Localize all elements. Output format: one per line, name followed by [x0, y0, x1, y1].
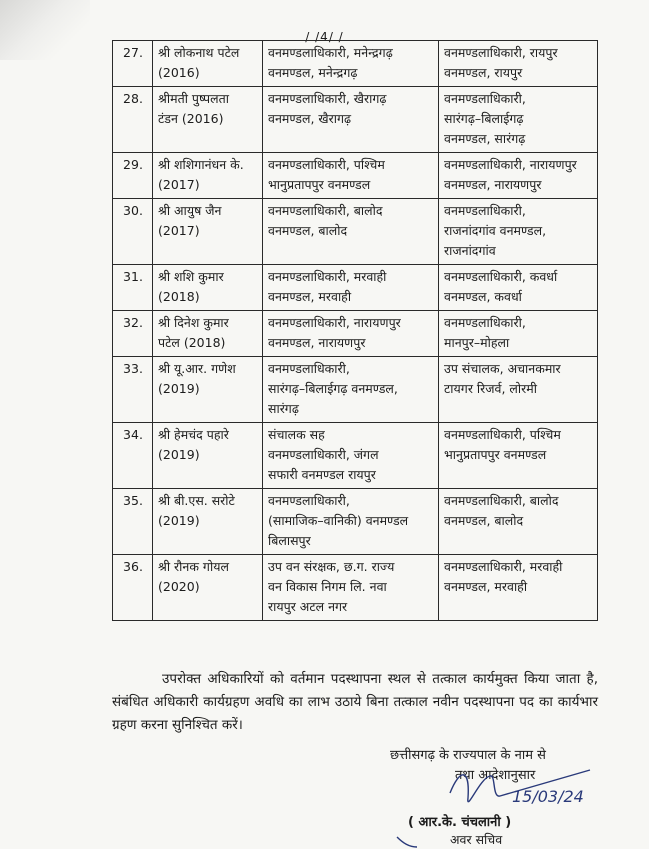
new-posting: वनमण्डलाधिकारी, मानपुर–मोहला	[444, 315, 526, 350]
current-posting: उप वन संरक्षक, छ.ग. राज्य वन विकास निगम लि. नवा रायपुर अटल नगर	[268, 559, 395, 614]
officer-name-cell	[153, 555, 263, 621]
officer-name: श्री लोकनाथ पटेल (2016)	[158, 45, 240, 80]
new-posting-cell	[439, 555, 598, 621]
new-posting: वनमण्डलाधिकारी, राजनांदगांव वनमण्डल, राजनांदगांव	[444, 203, 547, 258]
transfer-table-body	[113, 41, 598, 621]
row-number-cell	[113, 423, 153, 489]
current-posting: वनमण्डलाधिकारी, सारंगढ़–बिलाईगढ़ वनमण्डल, सारंगढ़	[268, 361, 398, 416]
table-row	[113, 41, 598, 87]
officer-name-cell	[153, 423, 263, 489]
officer-name: श्री रौनक गोयल (2020)	[158, 559, 229, 594]
new-posting-cell	[439, 423, 598, 489]
current-posting-cell	[263, 265, 439, 311]
row-number: 35.	[123, 493, 143, 508]
current-posting: वनमण्डलाधिकारी, (सामाजिक–वानिकी) वनमण्डल बिलासपुर	[268, 493, 409, 548]
table-row	[113, 555, 598, 621]
new-posting: वनमण्डलाधिकारी, नारायणपुर वनमण्डल, नारायणपुर	[444, 157, 577, 192]
row-number-cell	[113, 199, 153, 265]
new-posting-cell	[439, 311, 598, 357]
new-posting: वनमण्डलाधिकारी, बालोद वनमण्डल, बालोद	[444, 493, 559, 528]
current-posting: वनमण्डलाधिकारी, खैरागढ़ वनमण्डल, खैरागढ़	[268, 91, 387, 126]
officer-name-cell	[153, 311, 263, 357]
row-number: 30.	[123, 203, 143, 218]
new-posting-cell	[439, 489, 598, 555]
officer-name-cell	[153, 199, 263, 265]
new-posting-cell	[439, 87, 598, 153]
officer-name: श्री शशिगानंधन के. (2017)	[158, 157, 244, 192]
row-number-cell	[113, 555, 153, 621]
new-posting: वनमण्डलाधिकारी, पश्चिम भानुप्रतापपुर वनमण्डल	[444, 427, 561, 462]
new-posting: उप संचालक, अचानकमार टायगर रिजर्व, लोरमी	[444, 361, 561, 396]
new-posting-cell	[439, 357, 598, 423]
new-posting-cell	[439, 153, 598, 199]
signature-order-line: तथा आदेशानुसार	[455, 768, 536, 783]
row-number-cell	[113, 311, 153, 357]
officer-name: श्री बी.एस. सरोटे (2019)	[158, 493, 235, 528]
officer-name: श्रीमती पुष्पलता टंडन (2016)	[158, 91, 229, 126]
row-number: 28.	[123, 91, 143, 106]
current-posting-cell	[263, 199, 439, 265]
row-number: 31.	[123, 269, 143, 284]
row-number-cell	[113, 41, 153, 87]
current-posting-cell	[263, 555, 439, 621]
current-posting-cell	[263, 41, 439, 87]
officer-name: श्री यू.आर. गणेश (2019)	[158, 361, 236, 396]
officer-name: श्री दिनेश कुमार पटेल (2018)	[158, 315, 229, 350]
row-number: 32.	[123, 315, 143, 330]
table-row	[113, 423, 598, 489]
officer-name-cell	[153, 489, 263, 555]
current-posting-cell	[263, 423, 439, 489]
current-posting: संचालक सह वनमण्डलाधिकारी, जंगल सफारी वनमण्डल रायपुर	[268, 427, 379, 482]
current-posting-cell	[263, 357, 439, 423]
transfer-table	[112, 40, 598, 621]
new-posting-cell	[439, 199, 598, 265]
current-posting-cell	[263, 153, 439, 199]
current-posting-cell	[263, 87, 439, 153]
officer-name-cell	[153, 153, 263, 199]
current-posting: वनमण्डलाधिकारी, नारायणपुर वनमण्डल, नारायणपुर	[268, 315, 401, 350]
current-posting: वनमण्डलाधिकारी, मरवाही वनमण्डल, मरवाही	[268, 269, 387, 304]
officer-name-cell	[153, 87, 263, 153]
signatory-name: ( आर.के. चंचलानी )	[408, 815, 512, 830]
row-number-cell	[113, 489, 153, 555]
row-number: 27.	[123, 45, 143, 60]
signature-date: 15/03/24	[512, 787, 584, 806]
current-posting-cell	[263, 489, 439, 555]
current-posting-cell	[263, 311, 439, 357]
handwritten-signature	[440, 758, 600, 818]
table-row	[113, 199, 598, 265]
row-number-cell	[113, 153, 153, 199]
table-row	[113, 489, 598, 555]
new-posting: वनमण्डलाधिकारी, सारंगढ़–बिलाईगढ़ वनमण्डल, सारंगढ़	[444, 91, 526, 146]
order-paragraph: उपरोक्त अधिकारियों को वर्तमान पदस्थापना स्थल से तत्काल कार्यमुक्त किया जाता है, संबंधित अधिकारी कार्यग्रहण अवधि का लाभ उठाये बिना तत्काल नवीन पदस्थापना पद का कार्यभार ग्रहण करना सुनिश्चित करें।	[112, 671, 598, 733]
table-row	[113, 265, 598, 311]
row-number: 29.	[123, 157, 143, 172]
row-number-cell	[113, 265, 153, 311]
row-number: 34.	[123, 427, 143, 442]
page-number: / /4/ /	[305, 30, 344, 44]
row-number-cell	[113, 357, 153, 423]
current-posting: वनमण्डलाधिकारी, मनेन्द्रगढ़ वनमण्डल, मनेन्द्रगढ़	[268, 45, 393, 80]
officer-name: श्री आयुष जैन (2017)	[158, 203, 222, 238]
row-number: 33.	[123, 361, 143, 376]
current-posting: वनमण्डलाधिकारी, बालोद वनमण्डल, बालोद	[268, 203, 383, 238]
officer-name-cell	[153, 357, 263, 423]
row-number: 36.	[123, 559, 143, 574]
officer-name-cell	[153, 41, 263, 87]
new-posting: वनमण्डलाधिकारी, कवर्धा वनमण्डल, कवर्धा	[444, 269, 558, 304]
row-number-cell	[113, 87, 153, 153]
table-row	[113, 153, 598, 199]
ink-stroke	[395, 835, 425, 848]
table-row	[113, 357, 598, 423]
officer-name: श्री हेमचंद पहारे (2019)	[158, 427, 229, 462]
current-posting: वनमण्डलाधिकारी, पश्चिम भानुप्रतापपुर वनमण्डल	[268, 157, 385, 192]
officer-name: श्री शशि कुमार (2018)	[158, 269, 224, 304]
officer-name-cell	[153, 265, 263, 311]
new-posting: वनमण्डलाधिकारी, मरवाही वनमण्डल, मरवाही	[444, 559, 563, 594]
table-row	[113, 87, 598, 153]
new-posting-cell	[439, 265, 598, 311]
signature-authority-line: छत्तीसगढ़ के राज्यपाल के नाम से	[390, 748, 546, 763]
new-posting: वनमण्डलाधिकारी, रायपुर वनमण्डल, रायपुर	[444, 45, 558, 80]
signatory-designation: अवर सचिव	[450, 832, 503, 847]
new-posting-cell	[439, 41, 598, 87]
table-row	[113, 311, 598, 357]
